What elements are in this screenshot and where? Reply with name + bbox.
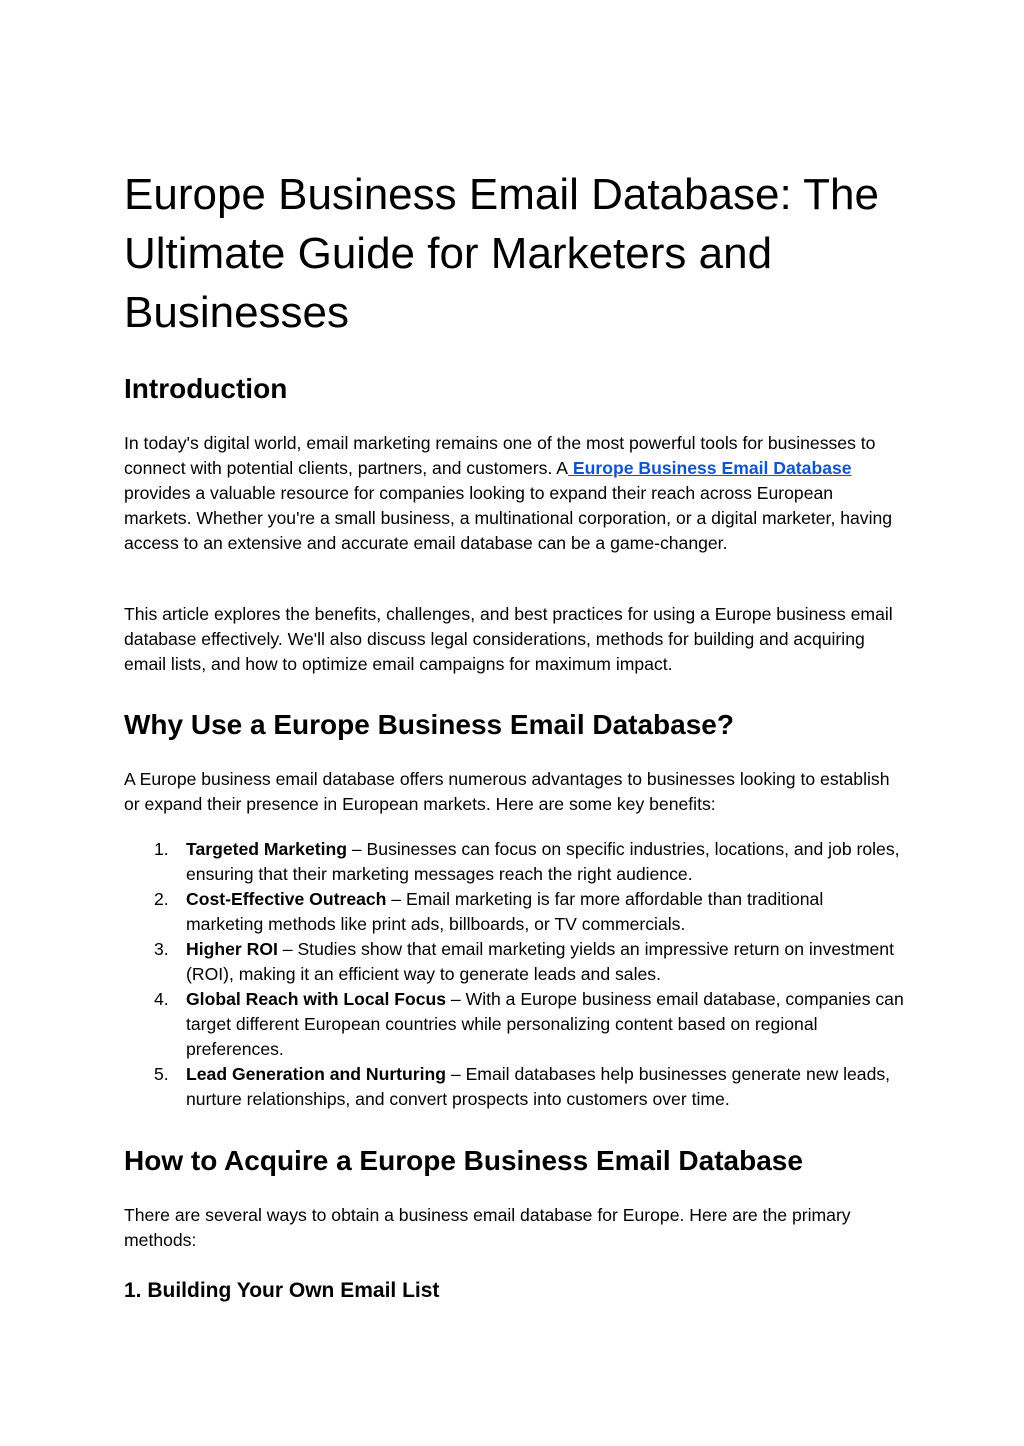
why-lead-paragraph: A Europe business email database offers numerous advantages to businesses looking to establish or expand their presence in European markets. Here are some key benefits: [124,769,890,814]
benefits-list [124,837,904,1112]
list-item-label: Lead Generation and Nurturing [186,1064,447,1084]
list-item-number: 3. [154,939,169,959]
list-item-label: Targeted Marketing [186,839,347,859]
list-item [124,887,904,937]
list-item-text: – Email databases help businesses generate new leads, nurture relationships, and convert prospects into customers over time. [186,1064,891,1109]
acquire-lead-paragraph: There are several ways to obtain a business email database for Europe. Here are the primary methods: [124,1205,851,1250]
list-item-number: 4. [154,989,169,1009]
list-item [124,837,904,887]
subheading-building-email-list: 1. Building Your Own Email List [124,1279,440,1302]
list-item-text: – Businesses can focus on specific industries, locations, and job roles, ensuring that their marketing messages reach the right audience. [186,839,900,884]
page-title: Europe Business Email Database: The Ultimate Guide for Marketers and Businesses [124,170,879,337]
intro-paragraph-2: This article explores the benefits, challenges, and best practices for using a Europe business email database effectively. We'll also discuss legal considerations, methods for building and acquiring email lists, and how to optimize email campaigns for maximum impact. [124,604,893,674]
list-item-label: Higher ROI [186,939,278,959]
list-item [124,1062,904,1112]
list-item-text: – Studies show that email marketing yields an impressive return on investment (ROI), making it an efficient way to generate leads and sales. [186,939,894,984]
list-item-text: – With a Europe business email database, companies can target different European countries while personalizing content based on regional preferences. [186,989,904,1059]
intro-text-after-link: provides a valuable resource for companies looking to expand their reach across European markets. Whether you're a small business, a multinational corporation, or a digital marketer, having access to an extensive and accurate email database can be a game-changer. [124,483,893,553]
list-item-label: Global Reach with Local Focus [186,989,447,1009]
section-heading-why: Why Use a Europe Business Email Database? [124,709,734,740]
intro-text-before-link: In today's digital world, email marketing remains one of the most powerful tools for businesses to connect with potential clients, partners, and customers. A [124,433,876,478]
list-item-number: 5. [154,1064,169,1084]
list-item-label: Cost-Effective Outreach [186,889,387,909]
section-heading-introduction: Introduction [124,373,288,404]
europe-business-email-database-link[interactable]: Europe Business Email Database [567,458,852,478]
list-item [124,987,904,1062]
list-item-number: 2. [154,889,169,909]
section-heading-acquire: How to Acquire a Europe Business Email Database [124,1145,803,1176]
list-item-text: – Email marketing is far more affordable than traditional marketing methods like print ads, billboards, or TV commercials. [186,889,824,934]
list-item-number: 1. [154,839,169,859]
list-item [124,937,904,987]
intro-paragraph-1 [124,431,904,556]
